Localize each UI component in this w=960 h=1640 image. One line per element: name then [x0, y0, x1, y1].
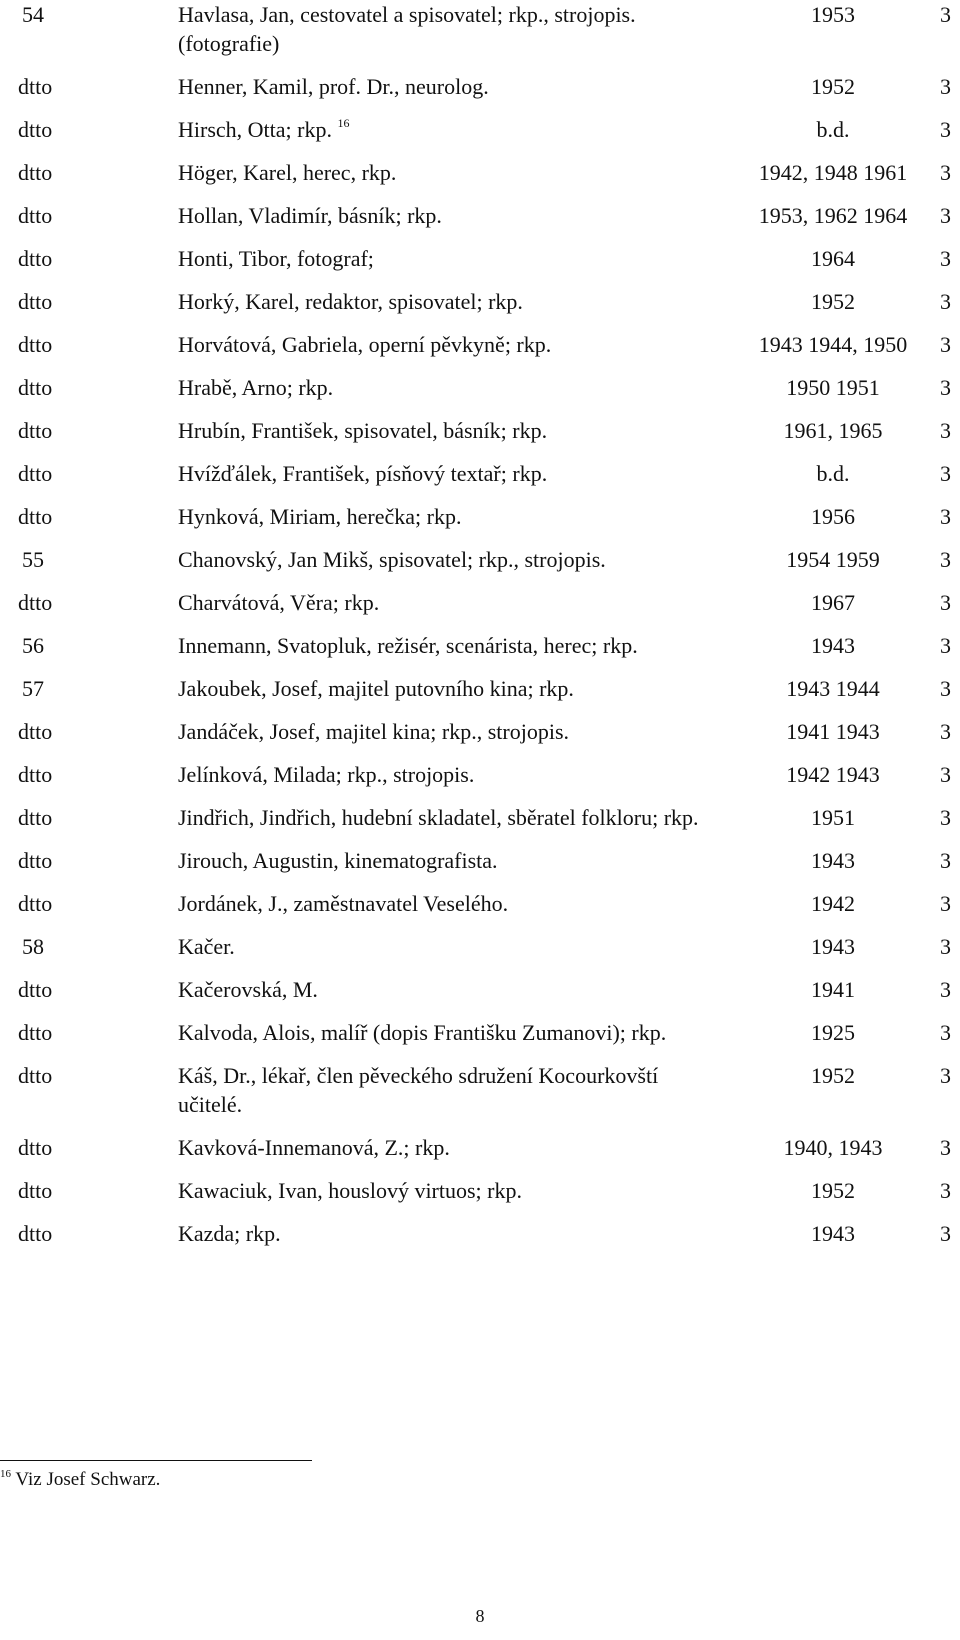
entry-description — [178, 1018, 726, 1061]
box-number: dtto — [18, 1063, 53, 1088]
entry-count: 3 — [940, 74, 951, 99]
entry-description — [178, 1219, 726, 1262]
register-row — [0, 287, 960, 330]
entry-description-text: Káš, Dr., lékař, člen pěveckého sdružení Kocourkovští učitelé. — [178, 1063, 659, 1117]
box-number: dtto — [18, 762, 53, 787]
entry-date: 1943 — [811, 1221, 855, 1246]
entry-description-text: Kavková-Innemanová, Z.; rkp. — [178, 1135, 450, 1160]
box-number: 58 — [22, 934, 44, 959]
entry-description — [178, 373, 726, 416]
entry-date: 1943 — [811, 633, 855, 658]
entry-date: 1952 — [811, 289, 855, 314]
register-row — [0, 846, 960, 889]
entry-date: 1953 — [811, 2, 855, 27]
entry-date: 1961, 1965 — [783, 418, 883, 443]
entry-date: 1941 1943 — [786, 719, 880, 744]
entry-date: b.d. — [816, 117, 850, 142]
entry-count: 3 — [940, 547, 951, 572]
entry-date: 1956 — [811, 504, 855, 529]
entry-description — [178, 0, 726, 72]
entry-count: 3 — [940, 504, 951, 529]
register-row — [0, 373, 960, 416]
entry-date: 1943 — [811, 848, 855, 873]
register-row — [0, 416, 960, 459]
footnote — [0, 1468, 160, 1492]
entry-count: 3 — [940, 719, 951, 744]
register-row — [0, 631, 960, 674]
entry-count: 3 — [940, 2, 951, 27]
entry-date: 1951 — [811, 805, 855, 830]
entry-date: 1964 — [811, 246, 855, 271]
entry-description — [178, 932, 726, 975]
entry-description-text: Jakoubek, Josef, majitel putovního kina; rkp. — [178, 676, 574, 701]
entry-description — [178, 72, 726, 115]
entry-description-text: Kazda; rkp. — [178, 1221, 281, 1246]
entry-description — [178, 158, 726, 201]
entry-description — [178, 416, 726, 459]
box-number: dtto — [18, 1221, 53, 1246]
register-row — [0, 588, 960, 631]
entry-description-text: Horký, Karel, redaktor, spisovatel; rkp. — [178, 289, 523, 314]
entry-count: 3 — [940, 1020, 951, 1045]
entry-count: 3 — [940, 762, 951, 787]
register-row — [0, 244, 960, 287]
box-number: dtto — [18, 246, 53, 271]
entry-description — [178, 115, 726, 158]
register-row — [0, 201, 960, 244]
entry-count: 3 — [940, 332, 951, 357]
box-number: dtto — [18, 160, 53, 185]
entry-date: 1942 1943 — [786, 762, 880, 787]
entry-count: 3 — [940, 117, 951, 142]
register-row — [0, 115, 960, 158]
box-number: dtto — [18, 74, 53, 99]
register-row — [0, 674, 960, 717]
entry-date: 1952 — [811, 1063, 855, 1088]
entry-count: 3 — [940, 375, 951, 400]
page-number: 8 — [475, 1606, 485, 1626]
entry-description-text: Jordánek, J., zaměstnavatel Veselého. — [178, 891, 509, 916]
entry-description-text: Honti, Tibor, fotograf; — [178, 246, 374, 271]
box-number: dtto — [18, 332, 53, 357]
entry-date: 1943 1944, 1950 — [758, 332, 908, 357]
entry-description — [178, 1176, 726, 1219]
entry-description-text: Jelínková, Milada; rkp., strojopis. — [178, 762, 475, 787]
entry-description — [178, 803, 726, 846]
footnote-marker: 16 — [0, 1468, 11, 1480]
register-row — [0, 1018, 960, 1061]
box-number: dtto — [18, 805, 53, 830]
entry-description — [178, 631, 726, 674]
box-number: dtto — [18, 375, 53, 400]
entry-date: 1943 — [811, 934, 855, 959]
entry-description-text: Hollan, Vladimír, básník; rkp. — [178, 203, 442, 228]
entry-count: 3 — [940, 676, 951, 701]
box-number: dtto — [18, 719, 53, 744]
entry-description — [178, 1133, 726, 1176]
entry-description-text: Hvížďálek, František, písňový textař; rkp. — [178, 461, 548, 486]
register-row — [0, 1176, 960, 1219]
entry-date: 1967 — [811, 590, 855, 615]
register-row — [0, 1061, 960, 1133]
box-number: 57 — [22, 676, 44, 701]
box-number: 55 — [22, 547, 44, 572]
entry-description — [178, 674, 726, 717]
entry-description-text: Hrabě, Arno; rkp. — [178, 375, 334, 400]
entry-count: 3 — [940, 633, 951, 658]
box-number: 54 — [22, 2, 44, 27]
entry-description — [178, 502, 726, 545]
entry-count: 3 — [940, 1178, 951, 1203]
entry-description-text: Henner, Kamil, prof. Dr., neurolog. — [178, 74, 489, 99]
register-row — [0, 760, 960, 803]
entry-count: 3 — [940, 1063, 951, 1088]
entry-description-text: Chanovský, Jan Mikš, spisovatel; rkp., strojopis. — [178, 547, 606, 572]
entry-count: 3 — [940, 848, 951, 873]
box-number: dtto — [18, 590, 53, 615]
entry-count: 3 — [940, 203, 951, 228]
entry-description — [178, 330, 726, 373]
entry-count: 3 — [940, 1135, 951, 1160]
entry-description-text: Kawaciuk, Ivan, houslový virtuos; rkp. — [178, 1178, 522, 1203]
entry-description-text: Hirsch, Otta; rkp. — [178, 117, 332, 142]
register-row — [0, 72, 960, 115]
register-row — [0, 330, 960, 373]
register-row — [0, 502, 960, 545]
entry-description-text: Innemann, Svatopluk, režisér, scenárista, herec; rkp. — [178, 633, 638, 658]
entry-description-text: Kačerovská, M. — [178, 977, 318, 1002]
entry-description — [178, 201, 726, 244]
entry-description — [178, 1061, 726, 1133]
register-row — [0, 932, 960, 975]
register-row — [0, 0, 960, 72]
entry-count: 3 — [940, 934, 951, 959]
entry-description-text: Kačer. — [178, 934, 235, 959]
entry-count: 3 — [940, 418, 951, 443]
entry-description — [178, 760, 726, 803]
entry-description — [178, 545, 726, 588]
entry-description — [178, 588, 726, 631]
entry-description-text: Höger, Karel, herec, rkp. — [178, 160, 397, 185]
entry-date: 1942 — [811, 891, 855, 916]
entry-description — [178, 975, 726, 1018]
box-number: dtto — [18, 977, 53, 1002]
entry-count: 3 — [940, 1221, 951, 1246]
entry-date: 1943 1944 — [786, 676, 880, 701]
entry-date: 1950 1951 — [786, 375, 880, 400]
entry-description-text: Hrubín, František, spisovatel, básník; rkp. — [178, 418, 548, 443]
entry-description-text: Jindřich, Jindřich, hudební skladatel, sběratel folkloru; rkp. — [178, 805, 699, 830]
entry-count: 3 — [940, 977, 951, 1002]
entry-description — [178, 717, 726, 760]
footnote-text: Viz Josef Schwarz. — [15, 1469, 161, 1490]
entry-count: 3 — [940, 461, 951, 486]
entry-description-text: Horvátová, Gabriela, operní pěvkyně; rkp. — [178, 332, 552, 357]
entry-description — [178, 459, 726, 502]
box-number: dtto — [18, 891, 53, 916]
entry-date: 1954 1959 — [786, 547, 880, 572]
entry-date: 1940, 1943 — [783, 1135, 883, 1160]
entry-description — [178, 244, 726, 287]
entry-count: 3 — [940, 805, 951, 830]
box-number: dtto — [18, 1135, 53, 1160]
entry-description-text: Hynková, Miriam, herečka; rkp. — [178, 504, 462, 529]
entry-date: 1953, 1962 1964 — [758, 203, 908, 228]
register-row — [0, 717, 960, 760]
entry-count: 3 — [940, 590, 951, 615]
entry-count: 3 — [940, 246, 951, 271]
box-number: dtto — [18, 1178, 53, 1203]
register-row — [0, 545, 960, 588]
register-row — [0, 158, 960, 201]
entry-date: b.d. — [816, 461, 850, 486]
entry-count: 3 — [940, 160, 951, 185]
entry-description — [178, 889, 726, 932]
box-number: dtto — [18, 848, 53, 873]
register-row — [0, 889, 960, 932]
entry-description — [178, 287, 726, 330]
footnote-separator — [0, 1460, 312, 1461]
entry-description-text: Jandáček, Josef, majitel kina; rkp., strojopis. — [178, 719, 570, 744]
box-number: dtto — [18, 1020, 53, 1045]
register-row — [0, 1133, 960, 1176]
box-number: dtto — [18, 461, 53, 486]
entry-description-text: Jirouch, Augustin, kinematografista. — [178, 848, 498, 873]
entry-description — [178, 846, 726, 889]
register-row — [0, 975, 960, 1018]
box-number: dtto — [18, 289, 53, 314]
entry-date: 1925 — [811, 1020, 855, 1045]
entry-count: 3 — [940, 891, 951, 916]
box-number: dtto — [18, 418, 53, 443]
box-number: dtto — [18, 504, 53, 529]
entry-date: 1941 — [811, 977, 855, 1002]
footnote-reference: 16 — [337, 116, 350, 130]
box-number: dtto — [18, 203, 53, 228]
register-row — [0, 803, 960, 846]
entry-description-text: Charvátová, Věra; rkp. — [178, 590, 380, 615]
register-row — [0, 459, 960, 502]
entry-count: 3 — [940, 289, 951, 314]
box-number: dtto — [18, 117, 53, 142]
entry-date: 1942, 1948 1961 — [758, 160, 908, 185]
box-number: 56 — [22, 633, 44, 658]
entry-description-text: Havlasa, Jan, cestovatel a spisovatel; rkp., strojopis. (fotografie) — [178, 2, 636, 56]
entry-description-text: Kalvoda, Alois, malíř (dopis Františku Zumanovi); rkp. — [178, 1020, 667, 1045]
entry-date: 1952 — [811, 1178, 855, 1203]
register-row — [0, 1219, 960, 1262]
entry-date: 1952 — [811, 74, 855, 99]
